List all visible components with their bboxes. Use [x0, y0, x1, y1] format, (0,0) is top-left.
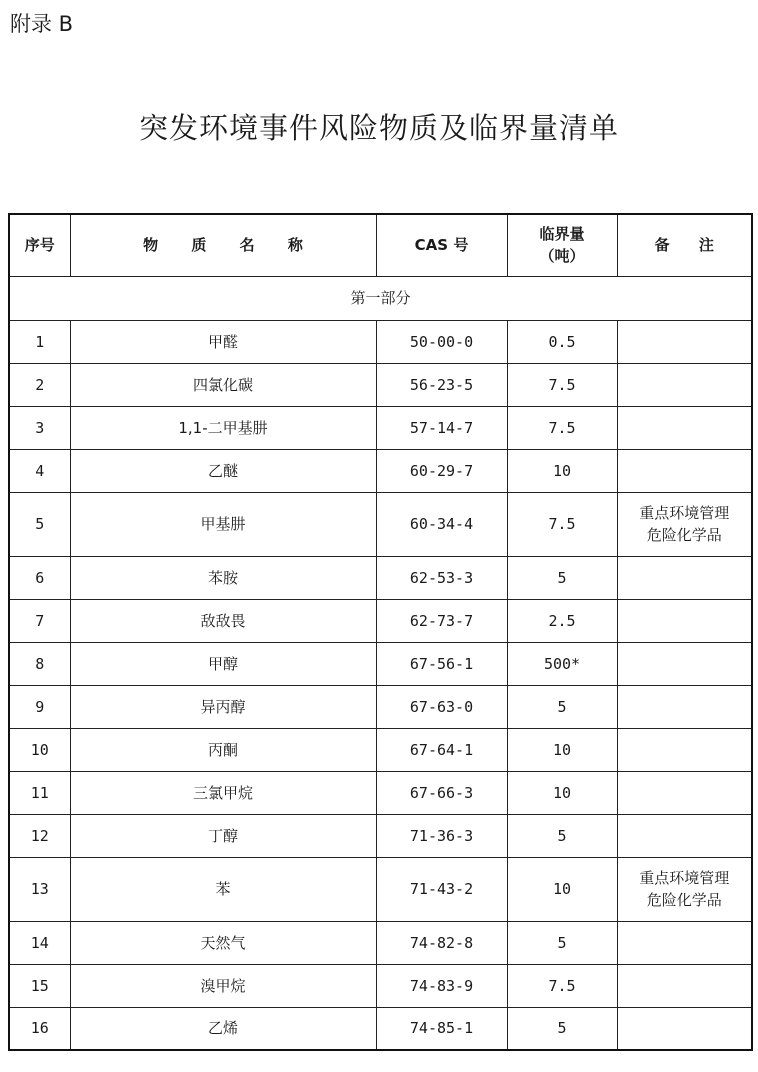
cell-name: 乙醚 [70, 449, 376, 492]
table-row [9, 556, 752, 599]
cell-no: 10 [9, 728, 70, 771]
cell-remark [617, 449, 752, 492]
header-qty-line2: （吨） [539, 247, 585, 266]
cell-cas: 67-64-1 [376, 728, 507, 771]
section-title: 第一部分 [9, 276, 752, 320]
cell-no: 8 [9, 642, 70, 685]
header-name-text: 物 质 名 称 [143, 236, 317, 255]
table-row [9, 1007, 752, 1050]
cell-no: 15 [9, 964, 70, 1007]
cell-no: 7 [9, 599, 70, 642]
cell-name: 敌敌畏 [70, 599, 376, 642]
cell-name: 甲醇 [70, 642, 376, 685]
cell-no: 13 [9, 857, 70, 921]
remark-line: 危险化学品 [646, 526, 722, 544]
cell-no: 4 [9, 449, 70, 492]
remark-line: 重点环境管理 [639, 504, 730, 522]
cell-no: 5 [9, 492, 70, 556]
cell-name: 异丙醇 [70, 685, 376, 728]
cell-cas: 50-00-0 [376, 320, 507, 363]
cell-qty: 5 [507, 814, 617, 857]
cell-qty: 5 [507, 1007, 617, 1050]
cell-qty: 10 [507, 728, 617, 771]
cell-qty: 10 [507, 771, 617, 814]
cell-name: 甲基肼 [70, 492, 376, 556]
table-row [9, 492, 752, 556]
cell-cas: 67-56-1 [376, 642, 507, 685]
cell-remark [617, 728, 752, 771]
table-row [9, 599, 752, 642]
document-title: 突发环境事件风险物质及临界量清单 [138, 111, 619, 145]
header-cas: CAS 号 [376, 214, 507, 276]
cell-no: 12 [9, 814, 70, 857]
cell-cas: 60-34-4 [376, 492, 507, 556]
cell-cas: 74-83-9 [376, 964, 507, 1007]
cell-qty: 5 [507, 685, 617, 728]
cell-qty: 10 [507, 857, 617, 921]
cell-cas: 62-73-7 [376, 599, 507, 642]
cell-qty: 7.5 [507, 363, 617, 406]
appendix-label: 附录 B [10, 12, 74, 36]
cell-cas: 57-14-7 [376, 406, 507, 449]
cell-no: 16 [9, 1007, 70, 1050]
cell-remark [617, 642, 752, 685]
cell-qty: 7.5 [507, 964, 617, 1007]
cell-name: 丙酮 [70, 728, 376, 771]
cell-no: 14 [9, 921, 70, 964]
cell-name: 三氯甲烷 [70, 771, 376, 814]
table-row [9, 406, 752, 449]
table-row [9, 320, 752, 363]
cell-name: 溴甲烷 [70, 964, 376, 1007]
cell-qty: 0.5 [507, 320, 617, 363]
remark-line: 危险化学品 [646, 891, 722, 909]
cell-remark [617, 771, 752, 814]
cell-cas: 67-66-3 [376, 771, 507, 814]
cell-remark [617, 921, 752, 964]
cell-name: 天然气 [70, 921, 376, 964]
table-row [9, 814, 752, 857]
cell-remark [617, 406, 752, 449]
risk-substance-table [8, 213, 753, 1051]
cell-name: 丁醇 [70, 814, 376, 857]
table-row [9, 771, 752, 814]
cell-remark [617, 685, 752, 728]
header-qty [507, 214, 617, 276]
cell-no: 1 [9, 320, 70, 363]
header-no: 序号 [9, 214, 70, 276]
cell-no: 6 [9, 556, 70, 599]
cell-remark [617, 964, 752, 1007]
header-remark [617, 214, 752, 276]
cell-no: 2 [9, 363, 70, 406]
table-row [9, 642, 752, 685]
cell-qty: 10 [507, 449, 617, 492]
cell-qty: 500* [507, 642, 617, 685]
cell-remark [617, 320, 752, 363]
cell-qty: 5 [507, 921, 617, 964]
table-header-row [9, 214, 752, 276]
cell-remark [617, 492, 752, 556]
header-remark-text: 备 注 [654, 236, 726, 255]
cell-name: 乙烯 [70, 1007, 376, 1050]
table-row [9, 363, 752, 406]
cell-remark [617, 556, 752, 599]
cell-name: 甲醛 [70, 320, 376, 363]
header-name [70, 214, 376, 276]
cell-cas: 71-43-2 [376, 857, 507, 921]
cell-remark [617, 599, 752, 642]
cell-cas: 67-63-0 [376, 685, 507, 728]
header-qty-line1: 临界量 [539, 225, 585, 244]
cell-qty: 7.5 [507, 406, 617, 449]
cell-cas: 74-82-8 [376, 921, 507, 964]
remark-line: 重点环境管理 [639, 869, 730, 887]
section-row [9, 276, 752, 320]
cell-qty: 7.5 [507, 492, 617, 556]
table-row [9, 728, 752, 771]
cell-no: 3 [9, 406, 70, 449]
cell-name: 苯胺 [70, 556, 376, 599]
cell-cas: 60-29-7 [376, 449, 507, 492]
table-row [9, 964, 752, 1007]
cell-remark [617, 857, 752, 921]
cell-qty: 2.5 [507, 599, 617, 642]
table-row [9, 921, 752, 964]
cell-name: 1,1-二甲基肼 [70, 406, 376, 449]
cell-no: 11 [9, 771, 70, 814]
cell-remark [617, 1007, 752, 1050]
cell-cas: 62-53-3 [376, 556, 507, 599]
cell-remark [617, 363, 752, 406]
cell-name: 四氯化碳 [70, 363, 376, 406]
cell-cas: 74-85-1 [376, 1007, 507, 1050]
cell-qty: 5 [507, 556, 617, 599]
cell-no: 9 [9, 685, 70, 728]
cell-remark [617, 814, 752, 857]
table-row [9, 685, 752, 728]
table-row [9, 857, 752, 921]
cell-name: 苯 [70, 857, 376, 921]
cell-cas: 71-36-3 [376, 814, 507, 857]
cell-cas: 56-23-5 [376, 363, 507, 406]
table-row [9, 449, 752, 492]
